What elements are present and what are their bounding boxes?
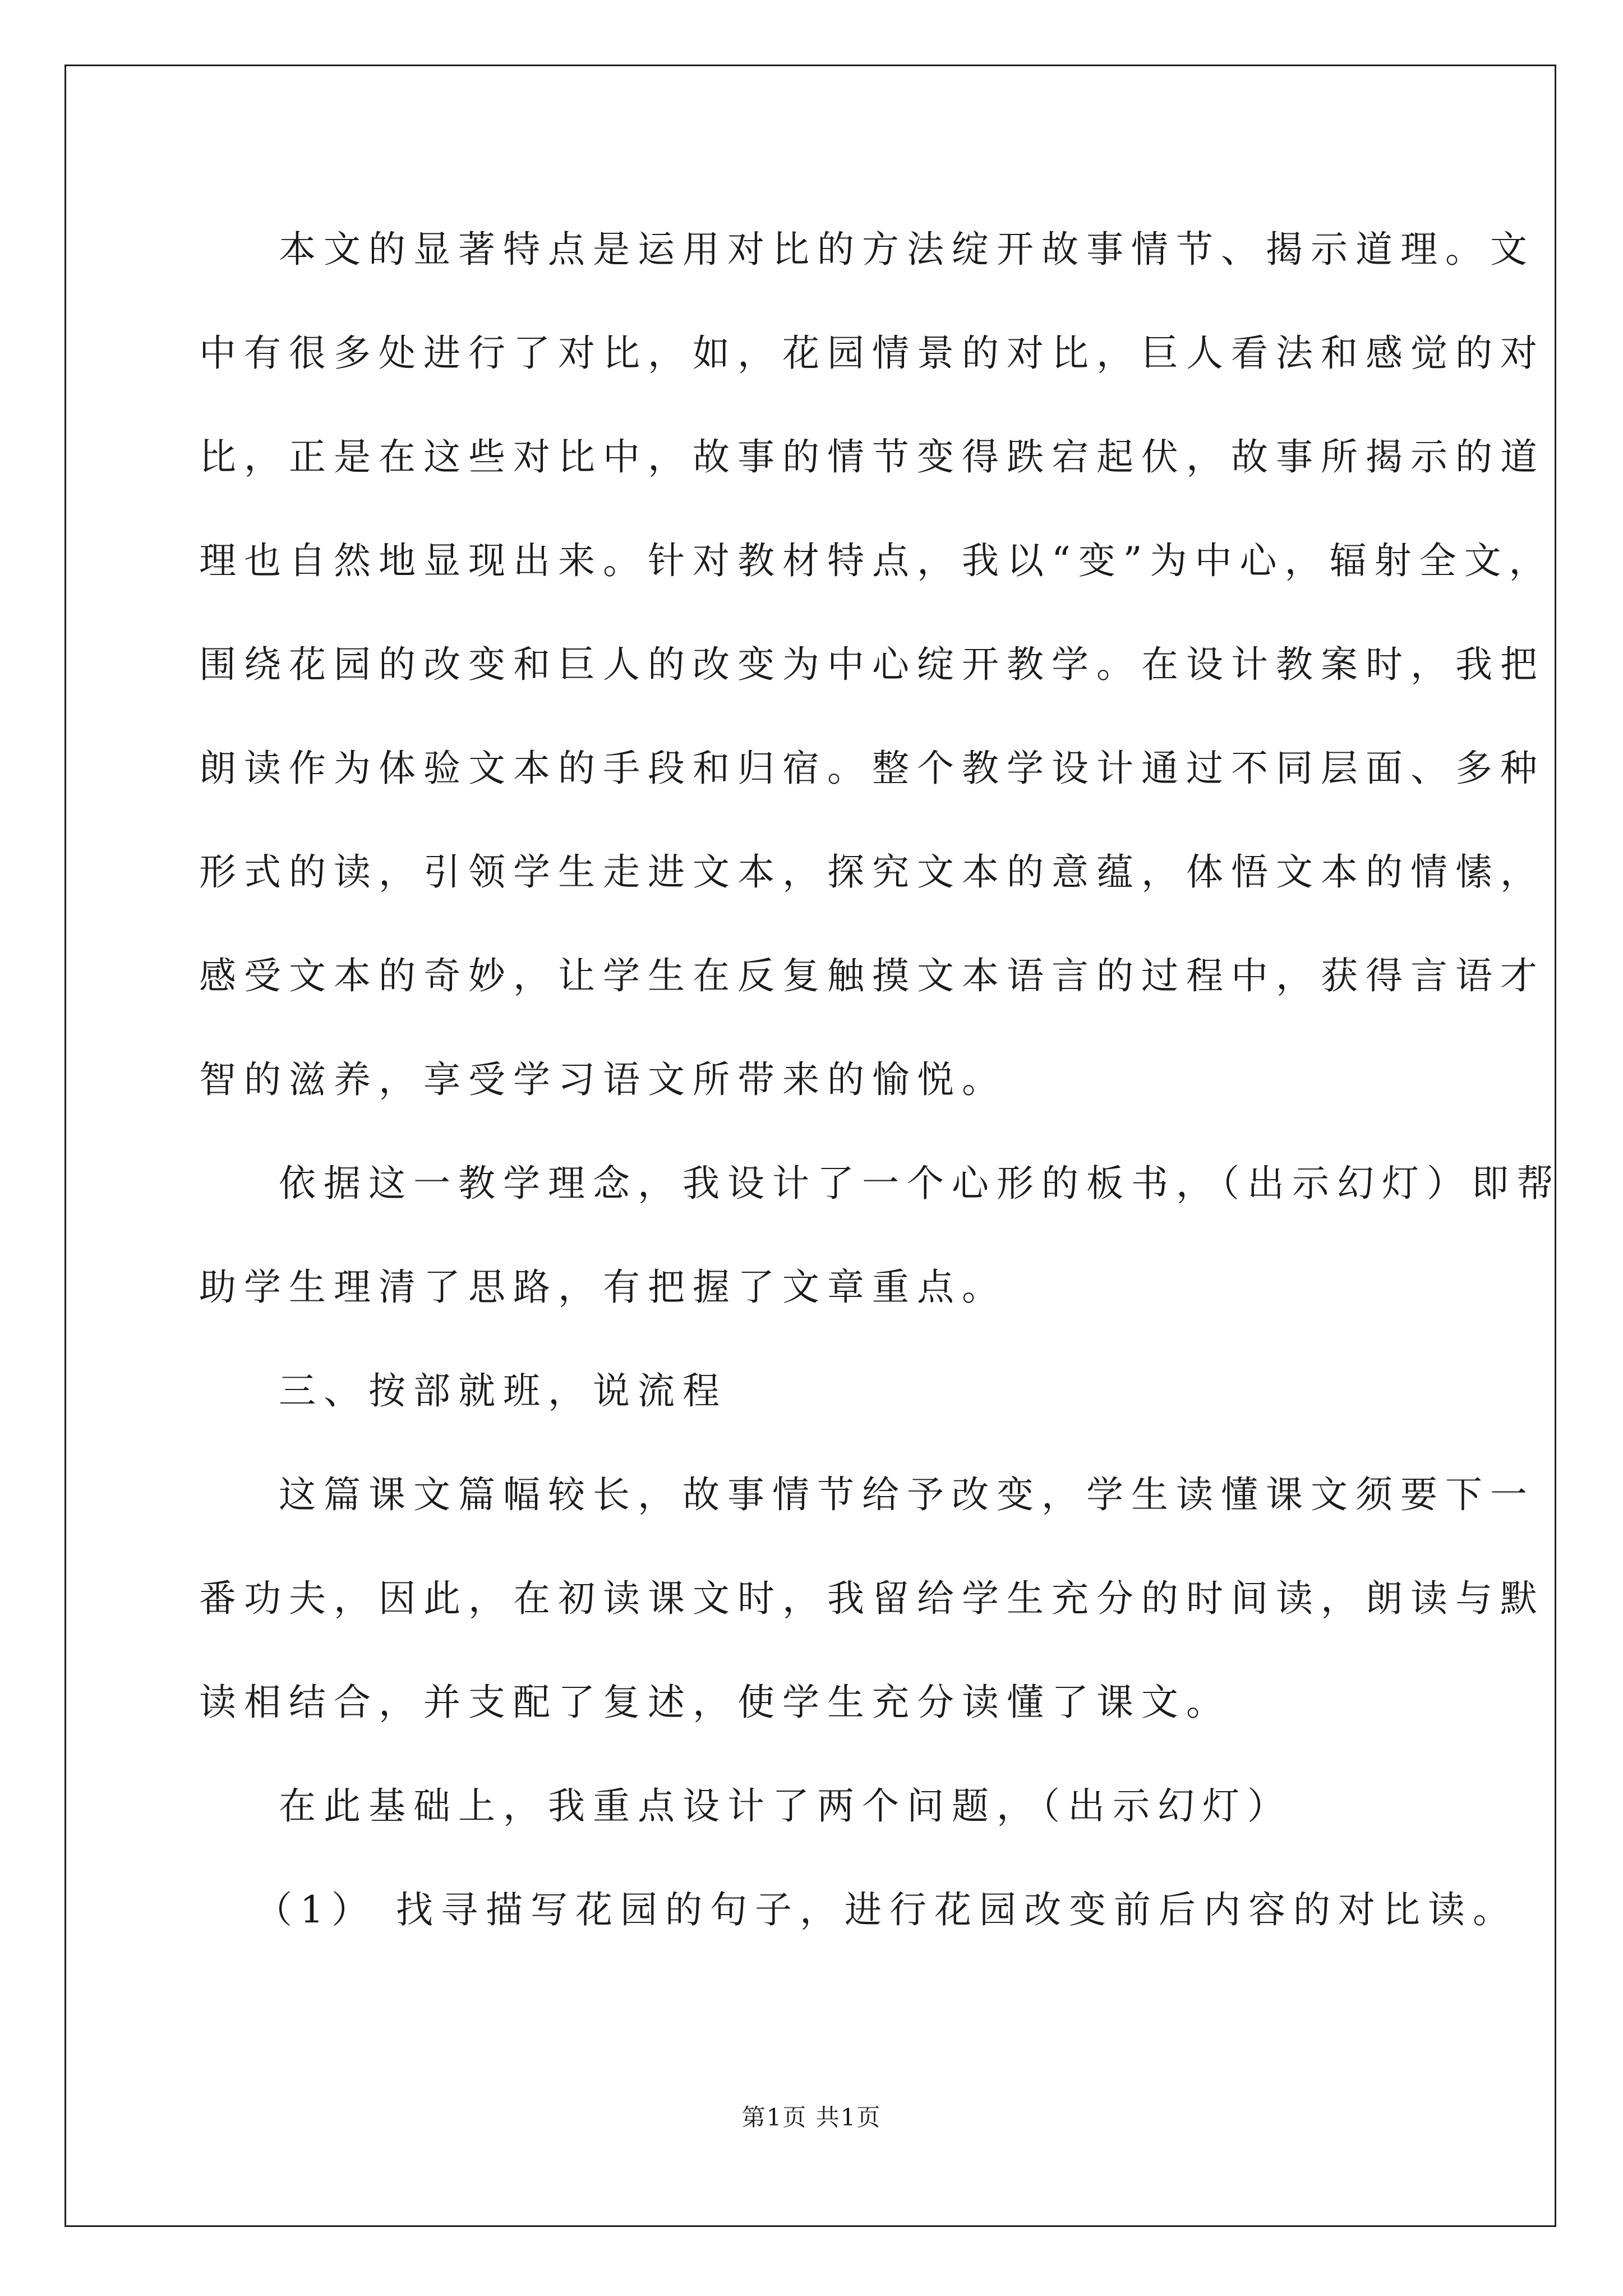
paragraph-line: 比，正是在这些对比中，故事的情节变得跌宕起伏，故事所揭示的道 — [199, 435, 1545, 478]
paragraph-line: 感受文本的奇妙，让学生在反复触摸文本语言的过程中，获得言语才 — [199, 954, 1545, 997]
list-item: （1） 找寻描写花园的句子，进行花园改变前后内容的对比读。 — [255, 1888, 1518, 1931]
paragraph-line: 依据这一教学理念，我设计了一个心形的板书，（出示幻灯）即帮 — [279, 1162, 1561, 1205]
paragraph-line: 朗读作为体验文本的手段和归宿。整个教学设计通过不同层面、多种 — [199, 747, 1545, 790]
paragraph-line: 在此基础上，我重点设计了两个问题，（出示幻灯） — [279, 1784, 1292, 1828]
paragraph-line: 番功夫，因此，在初读课文时，我留给学生充分的时间读，朗读与默 — [199, 1577, 1545, 1620]
paragraph-line: 助学生理清了思路，有把握了文章重点。 — [199, 1266, 1007, 1309]
paragraph-line: 围绕花园的改变和巨人的改变为中心绽开教学。在设计教案时，我把 — [199, 643, 1545, 686]
paragraph-line: 智的滋养，享受学习语文所带来的愉悦。 — [199, 1058, 1007, 1101]
paragraph-line: 本文的显著特点是运用对比的方法绽开故事情节、揭示道理。文 — [279, 228, 1535, 271]
paragraph-line: 理也自然地显现出来。针对教材特点，我以“变”为中心，辐射全文， — [199, 539, 1554, 582]
paragraph-line: 这篇课文篇幅较长，故事情节给予改变，学生读懂课文须要下一 — [279, 1473, 1535, 1516]
page-number-footer: 第1页 共1页 — [741, 2104, 882, 2131]
paragraph-line: 读相结合，并支配了复述，使学生充分读懂了课文。 — [199, 1681, 1231, 1724]
section-heading: 三、按部就班，说流程 — [279, 1369, 727, 1412]
paragraph-line: 形式的读，引领学生走进文本，探究文本的意蕴，体悟文本的情愫， — [199, 850, 1545, 894]
paragraph-line: 中有很多处进行了对比，如，花园情景的对比，巨人看法和感觉的对 — [199, 332, 1545, 375]
